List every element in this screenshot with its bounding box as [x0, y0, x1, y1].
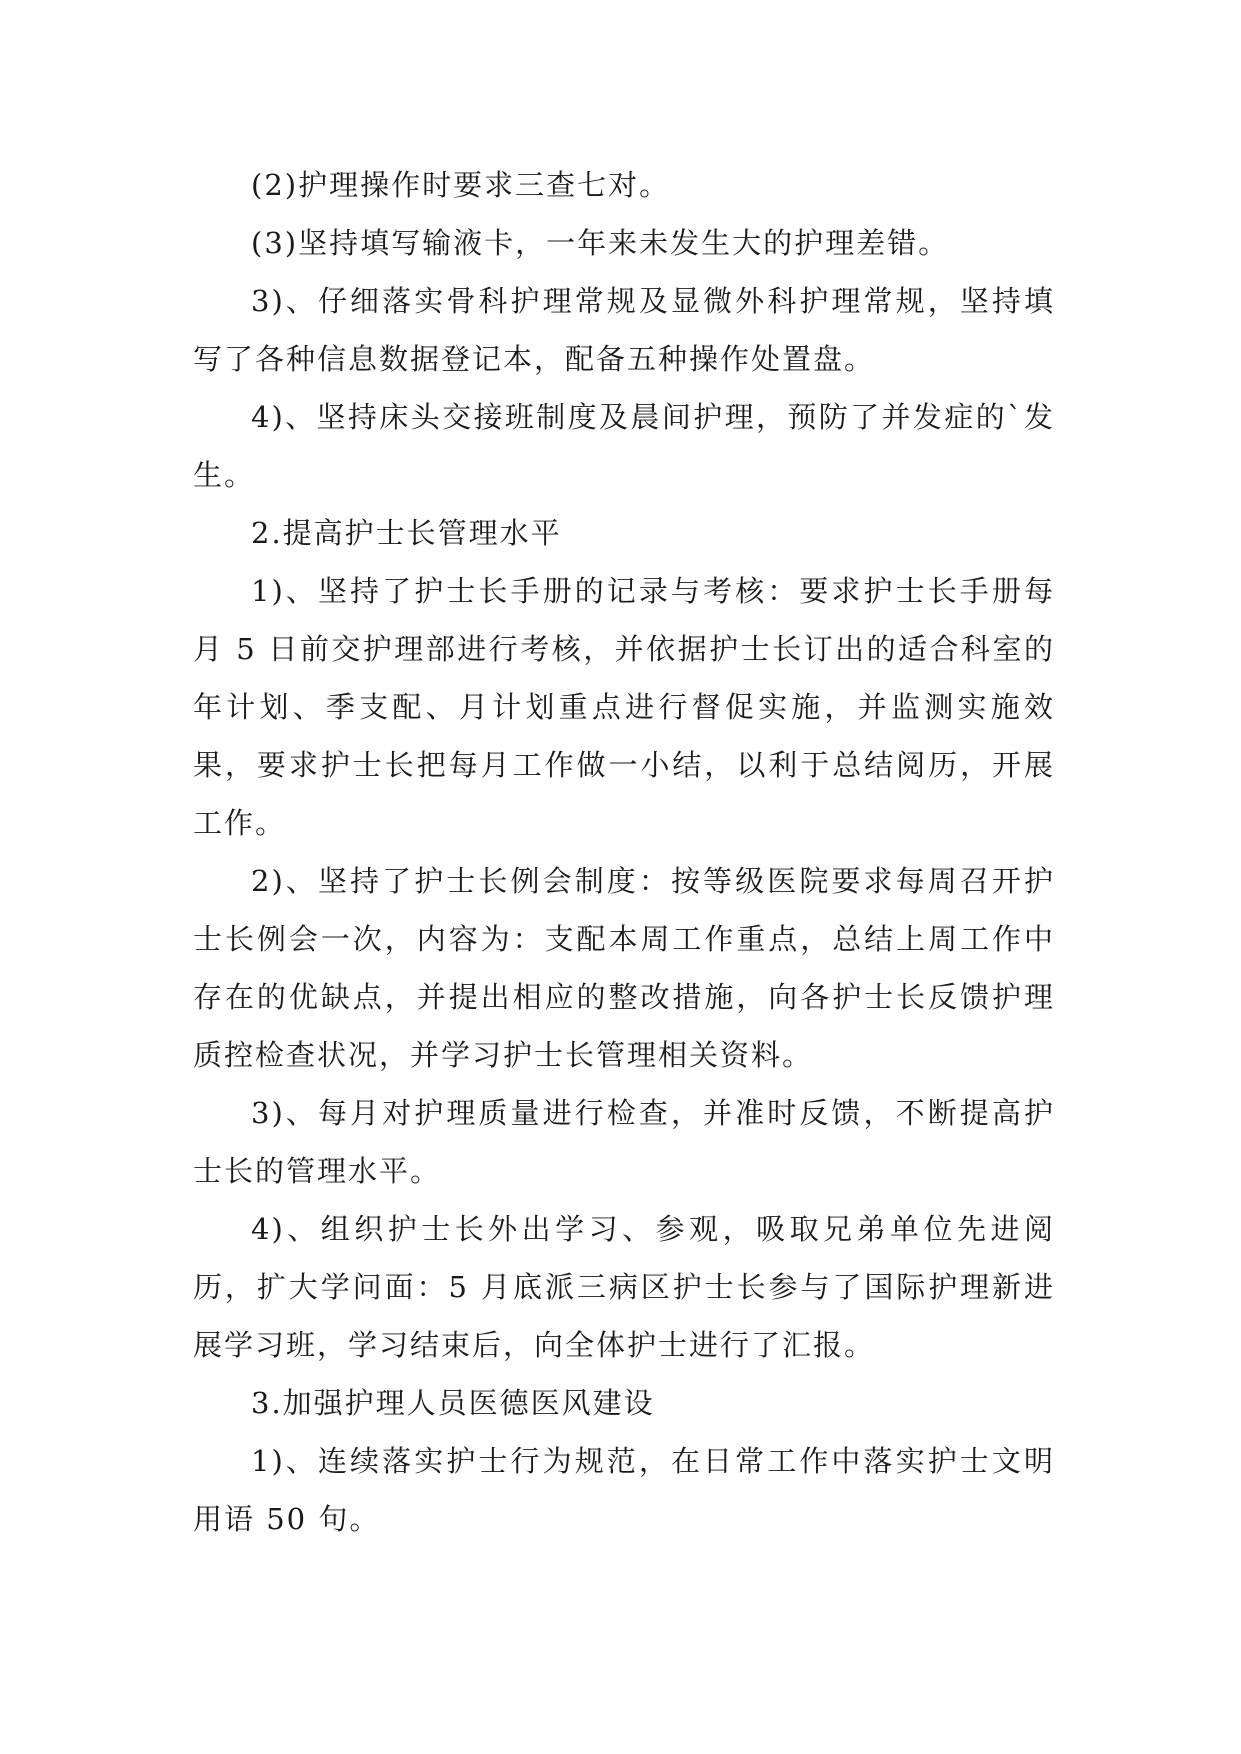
- paragraph-item-3-infusion-card: (3)坚持填写输液卡，一年来未发生大的护理差错。: [251, 226, 950, 260]
- section-heading-head-nurse-management: 2.提高护士长管理水平: [251, 516, 562, 550]
- paragraph-nurse-conduct-norms: 1)、连续落实护士行为规范，在日常工作中落实护士文明用语 50 句。: [193, 1444, 1055, 1536]
- section-heading-medical-ethics: 3.加强护理人员医德医风建设: [251, 1386, 655, 1420]
- paragraph-bedside-handover: 4)、坚持床头交接班制度及晨间护理，预防了并发症的`发生。: [193, 400, 1055, 492]
- paragraph-monthly-quality-check: 3)、每月对护理质量进行检查，并准时反馈，不断提高护士长的管理水平。: [193, 1096, 1055, 1188]
- paragraph-head-nurse-handbook: 1)、坚持了护士长手册的记录与考核：要求护士长手册每月 5 日前交护理部进行考核，并依据护士长订出的适合科室的年计划、季支配、月计划重点进行督促实施，并监测实施效果，要求护士长把每月工作做一小结，以利于总结阅历，开展工作。: [193, 574, 1055, 840]
- paragraph-item-2-checks: (2)护理操作时要求三查七对。: [251, 168, 671, 202]
- paragraph-orthopedic-routine: 3)、仔细落实骨科护理常规及显微外科护理常规，坚持填写了各种信息数据登记本，配备五种操作处置盘。: [193, 284, 1055, 376]
- paragraph-external-study: 4)、组织护士长外出学习、参观，吸取兄弟单位先进阅历，扩大学问面：5 月底派三病区护士长参与了国际护理新进展学习班，学习结束后，向全体护士进行了汇报。: [193, 1212, 1055, 1362]
- document-body: [193, 156, 1055, 1548]
- paragraph-head-nurse-meeting: 2)、坚持了护士长例会制度：按等级医院要求每周召开护士长例会一次，内容为：支配本周工作重点，总结上周工作中存在的优缺点，并提出相应的整改措施，向各护士长反馈护理质控检查状况，并学习护士长管理相关资料。: [193, 864, 1055, 1072]
